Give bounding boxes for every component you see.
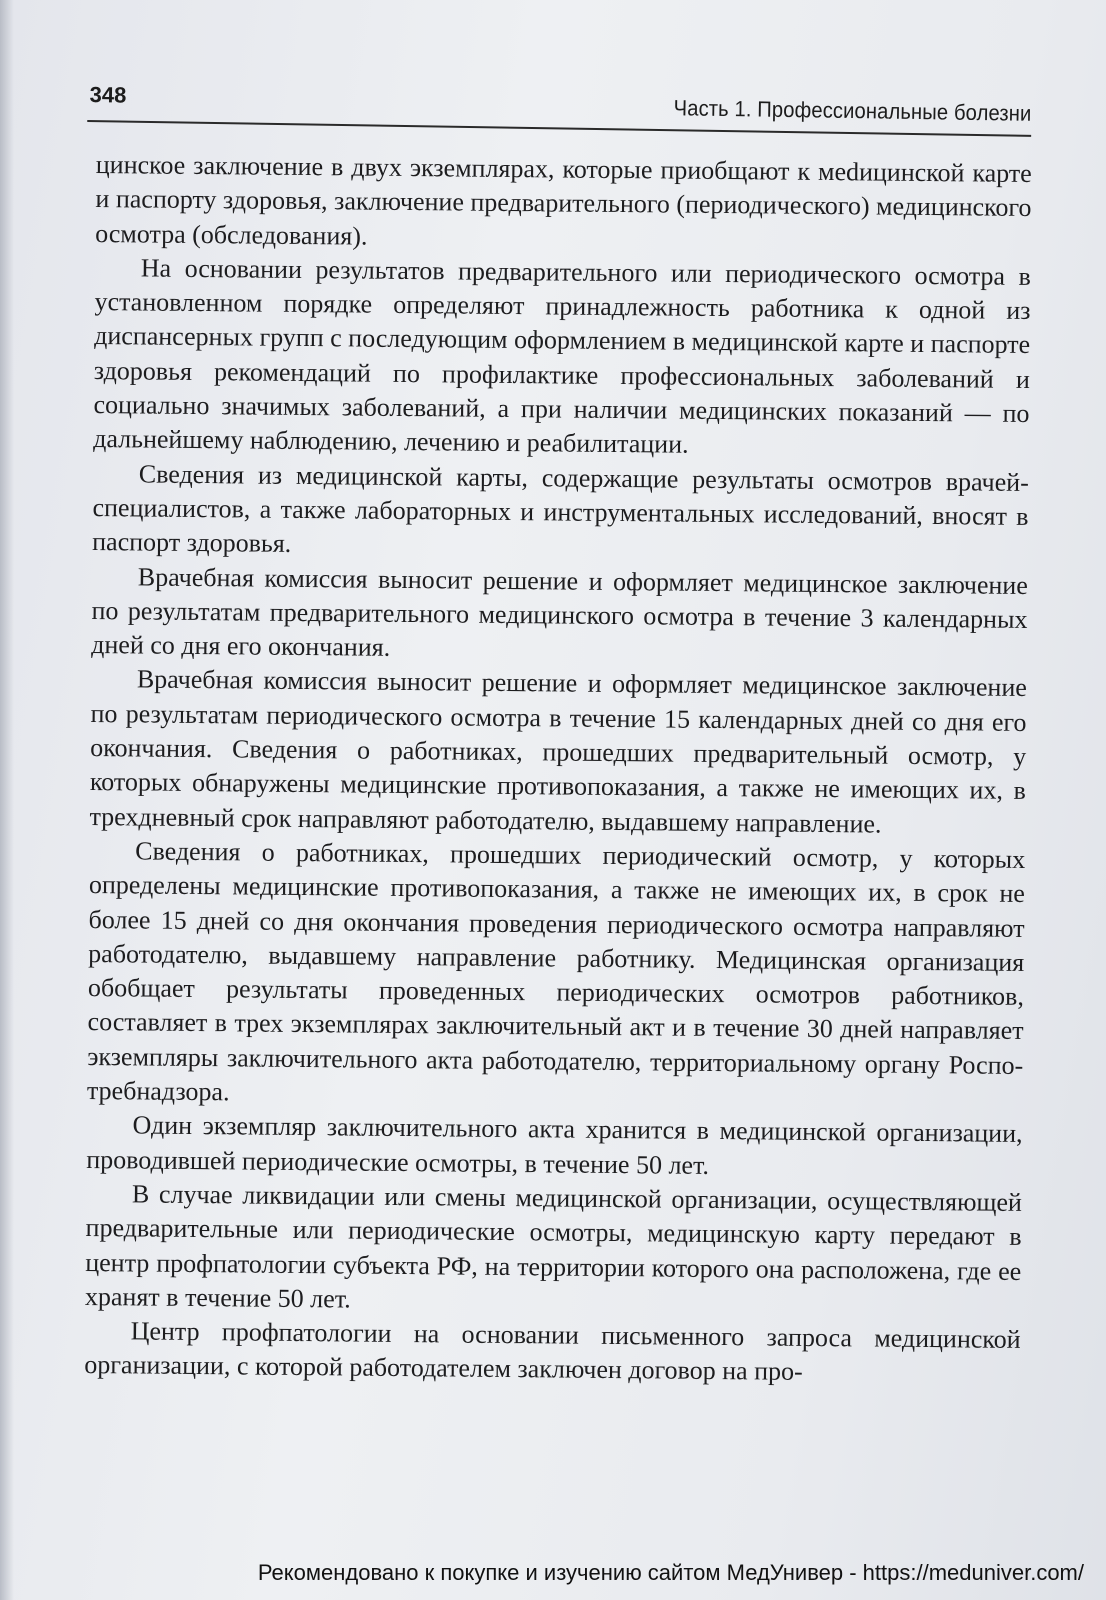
watermark-footer: Рекомендовано к покупке и изучению сайтом МедУнивер - https://meduniver.com/ (257, 1560, 1084, 1585)
page-header (87, 74, 1032, 145)
paragraph: В случае ликвидации или смены медицинской организации, осуществляющей предварительные или периодические осмотры, медицинскую карту передают в центр профпатологии субъекта РФ, на территории которого она расположена, где ее хранят в течение 50 лет. (84, 1179, 1023, 1314)
paragraph: Сведения о работниках, прошедших периодический осмотр, у которых определены медицинские противопоказания, а также не имеющих их, в срок не более 15 дней со дня окончания проведения периодического осмотра направляют работодателю, выдавшему направление работнику. Медицинская организация обобщает результаты проведенных периодических осмотров работников, составляет в трех экземплярах заключительный акт и в течение 30 дней направляет экземпляры заключительного акта работодателю, территориальному органу Роспотребнадзора. (86, 836, 1026, 1107)
paragraph-continuation: цинское заключение в двух экземплярах, которые приобщают к меdицинской карте и паспорту здоровья, заключение предварительного (периодического) медицинского осмотра (обследования). (95, 149, 1032, 251)
paragraph: Врачебная комиссия выносит решение и оформляет медицинское заключение по результатам предварительного медицинского осмотра в течение 3 календарных дней со дня его окончания. (91, 561, 1028, 663)
body-text (84, 148, 1032, 1392)
paragraph: Один экземпляр заключительного акта хранится в медицинской организации, проводившей периодические осмотры, в течение 50 лет. (86, 1110, 1023, 1180)
running-title: Часть 1. Профессиональные болезни (673, 95, 1032, 126)
paragraph: Сведения из медицинской карты, содержащие результаты осмотров врачей-специалистов, а также лабораторных и инструментальных исследований, вносят в паспорт здоровья. (92, 459, 1029, 559)
paragraph: Врачебная комиссия выносит решение и оформляет медицинское заключение по результатам периодического осмотра в течение 15 календарных дней со дня его окончания. Сведения о работниках, прошедших предварительный осмотр, у которых обнаружены медицинские противопоказания, а также не имеющих их, в трехдневный срок направляют работодателю, выдавшему направление. (89, 664, 1027, 839)
paragraph: На основании результатов предварительного или периодического осмотра в установленном порядке определяют принадлежность работника к одной из диспансерных групп с последующим оформлением в медицинской карте и паспорте здоровья рекомендаций по профилактике профессиональных заболеваний и социально значимых заболеваний, а при наличии медицинских показаний — по дальнейшему наблюдению, лечению и реабилитации. (93, 253, 1031, 460)
paragraph: Центр профпатологии на основании письменного запроса медицинской организации, с которой работодателем заключен договор на про- (84, 1316, 1021, 1387)
page-number: 348 (89, 82, 127, 108)
